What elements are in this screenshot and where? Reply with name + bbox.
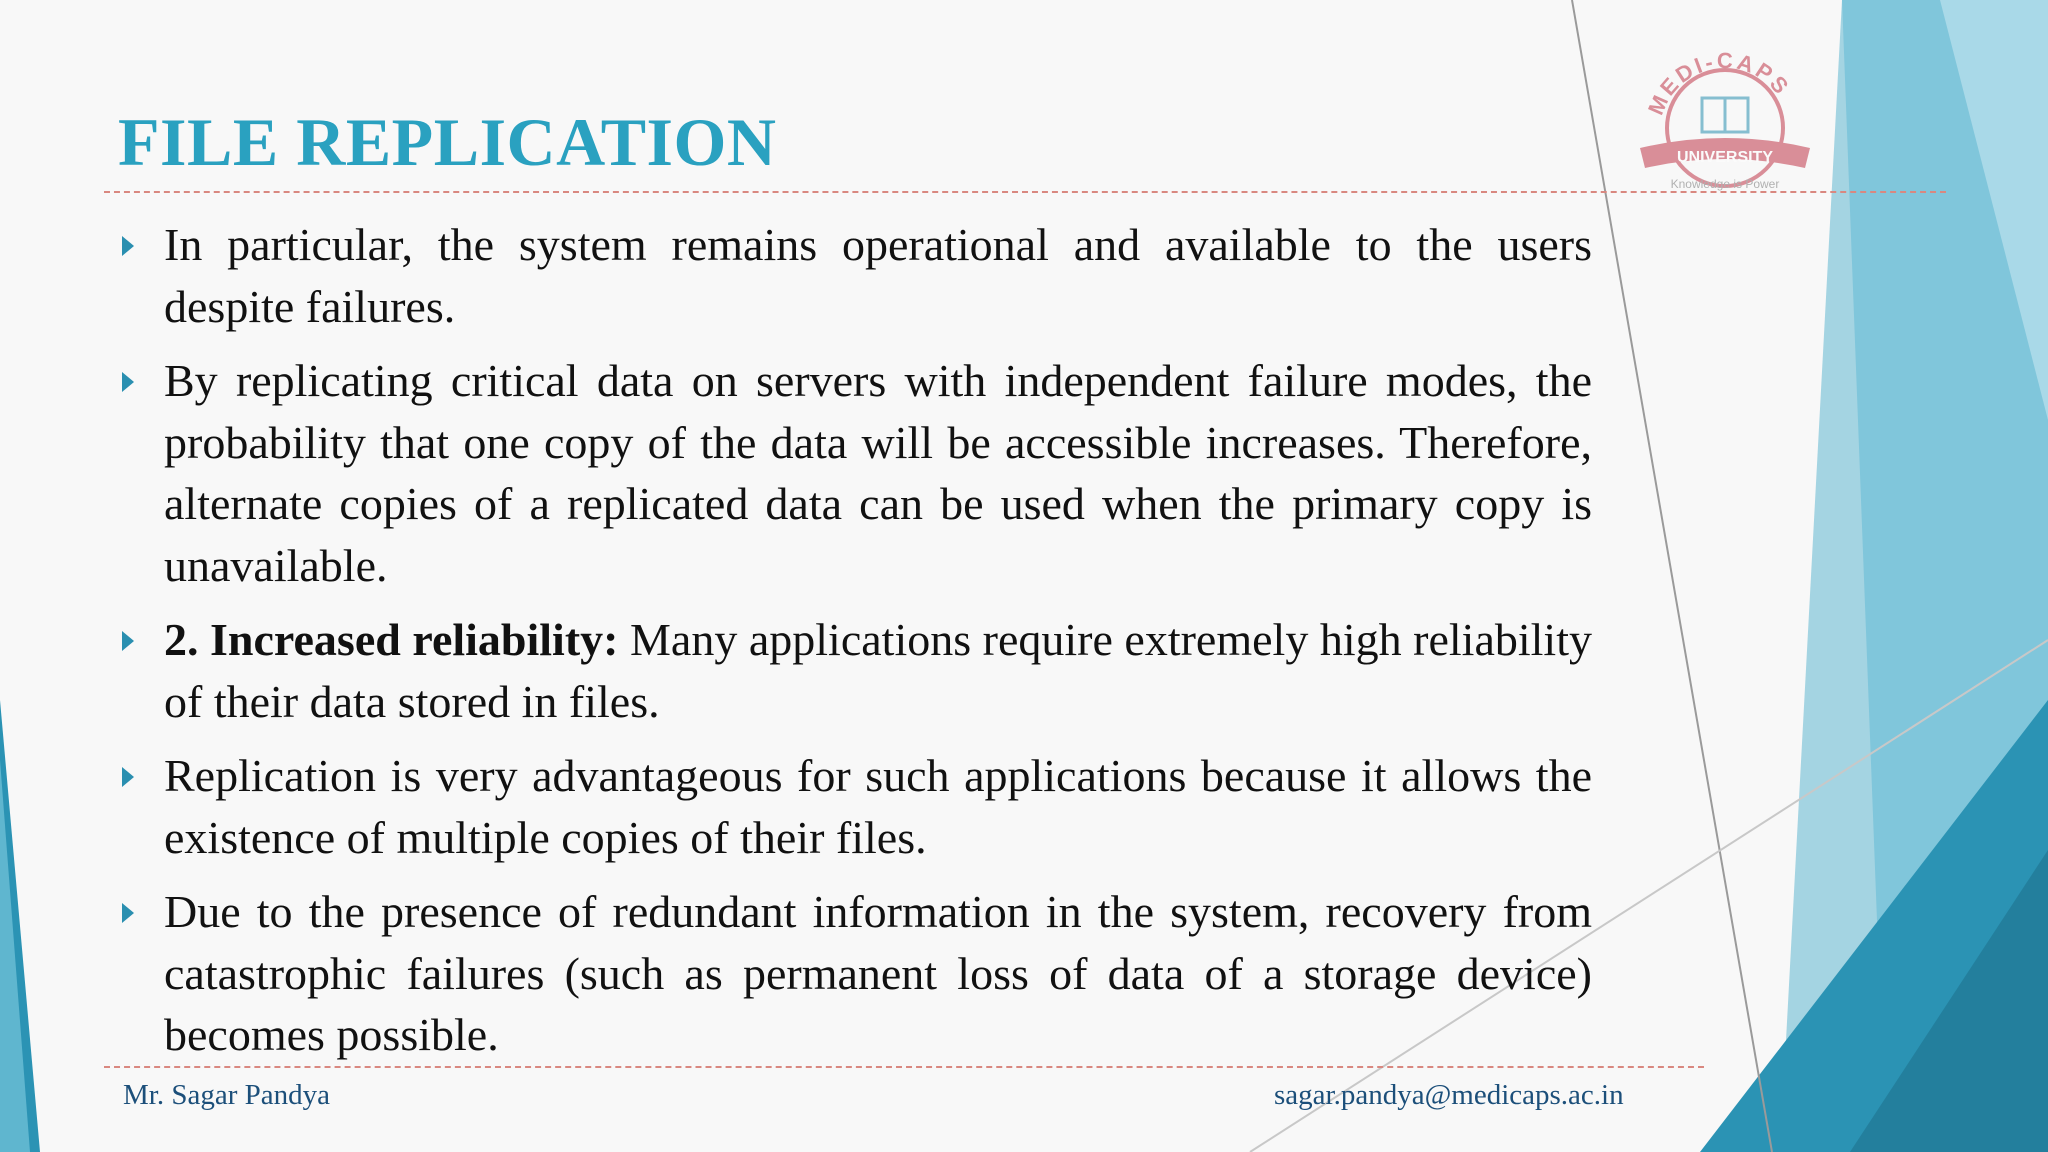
bullet-arrow-icon: [122, 372, 134, 392]
bullet-item: [118, 609, 1592, 732]
bullet-item: [118, 881, 1592, 1066]
bullet-item: [118, 745, 1592, 868]
bullet-list: [118, 214, 1592, 1079]
bullet-arrow-icon: [122, 236, 134, 256]
footer-divider: [104, 1066, 1704, 1068]
bullet-text: Many applications require extremely high reliability of their data stored in files.: [164, 614, 1592, 727]
bullet-bold-text: 2. Increased reliability:: [164, 614, 619, 665]
bullet-arrow-icon: [122, 903, 134, 923]
footer-email[interactable]: sagar.pandya@medicaps.ac.in: [1274, 1079, 1624, 1111]
slide-title: FILE REPLICATION: [118, 104, 777, 180]
bullet-item: [118, 214, 1592, 337]
bullet-item: [118, 350, 1592, 596]
bullet-arrow-icon: [122, 631, 134, 651]
title-divider: [104, 191, 1946, 193]
bullet-arrow-icon: [122, 767, 134, 787]
svg-text:Knowledge is Power: Knowledge is Power: [1670, 177, 1780, 191]
university-logo: [1620, 28, 1830, 198]
bullet-text: Replication is very advantageous for such applications because it allows the existence of multiple copies of their files.: [164, 750, 1592, 863]
bullet-text: In particular, the system remains operational and available to the users despite failures.: [164, 219, 1592, 332]
svg-text:UNIVERSITY: UNIVERSITY: [1676, 149, 1774, 166]
bullet-text: Due to the presence of redundant information in the system, recovery from catastrophic failures (such as permanent loss of data of a storage device) becomes possible.: [164, 886, 1592, 1060]
svg-text:MEDI-CAPS: MEDI-CAPS: [1642, 47, 1796, 119]
bullet-text: By replicating critical data on servers with independent failure modes, the probability that one copy of the data will be accessible increases. Therefore, alternate copies of a replicated data can be used when the primary copy is unavailable.: [164, 355, 1592, 591]
footer-author: Mr. Sagar Pandya: [123, 1079, 330, 1111]
